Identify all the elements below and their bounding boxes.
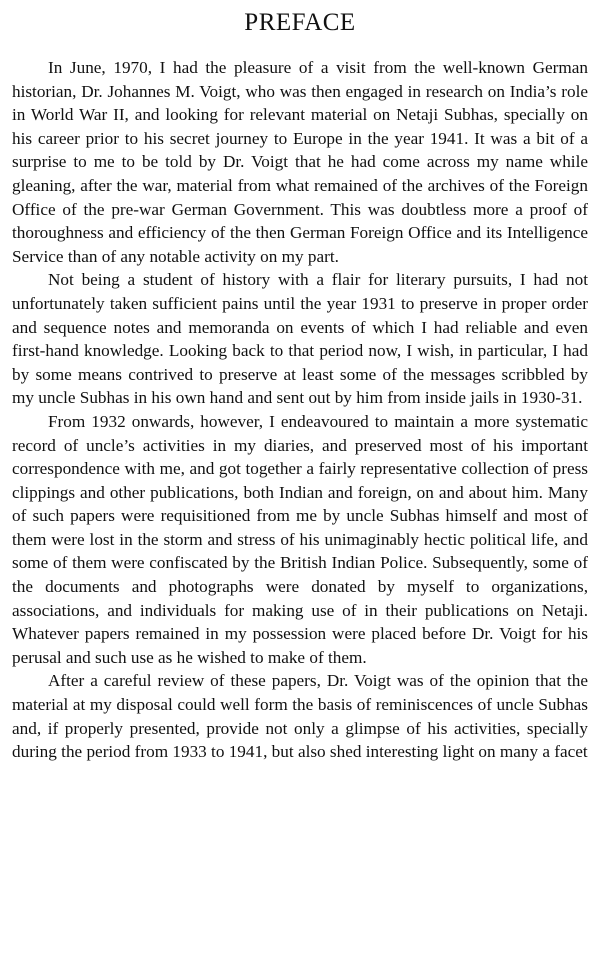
paragraph-4: After a careful review of these papers, Dr. Voigt was of the opinion that the material at my disposal could well form the basis of reminiscences of uncle Subhas and, if properly presented, provide not only a glimpse of his activities, specially during the period from 1933 to 1941, but also shed interesting light on many a facet	[12, 671, 588, 762]
page-title: PREFACE	[244, 9, 356, 36]
paragraph-1: In June, 1970, I had the pleasure of a visit from the well-known German historian, Dr. Johannes M. Voigt, who was then engaged in research on India’s role in World War II, and looking for relevant material on Netaji Subhas, specially on his career prior to his secret journey to Europe in the year 1941. It was a bit of a surprise to me to be told by Dr. Voigt that he had come across my name while gleaning, after the war, material from what remained of the archives of the Foreign Office of the pre-war German Government. This was doubtless more a proof of thoroughness and efficiency of the then German Foreign Office and its Intelligence Service than of any notable activity on my part.	[12, 58, 588, 266]
paragraph-2: Not being a student of history with a flair for literary pursuits, I had not unfortunately taken sufficient pains until the year 1931 to preserve in proper order and sequence notes and memoranda on events of which I had reliable and even first-hand knowledge. Looking back to that period now, I wish, in particular, I had by some means contrived to preserve at least some of the messages scribbled by my uncle Subhas in his own hand and sent out by him from inside jails in 1930-31.	[12, 270, 588, 408]
paragraph-3: From 1932 onwards, however, I endeavoured to maintain a more systematic record of uncle’s activities in my diaries, and preserved most of his important correspondence with me, and got together a fairly representative collection of press clippings and other publications, both Indian and foreign, on and about him. Many of such papers were requisitioned from me by uncle Subhas himself and most of them were lost in the storm and stress of his unimaginably hectic political life, and some of them were confiscated by the British Indian Police. Subsequently, some of the documents and photographs were donated by myself to organizations, associations, and individuals for making use of in their publications on Netaji. Whatever papers remained in my possession were placed before Dr. Voigt for his perusal and such use as he wished to make of them.	[12, 411, 588, 667]
